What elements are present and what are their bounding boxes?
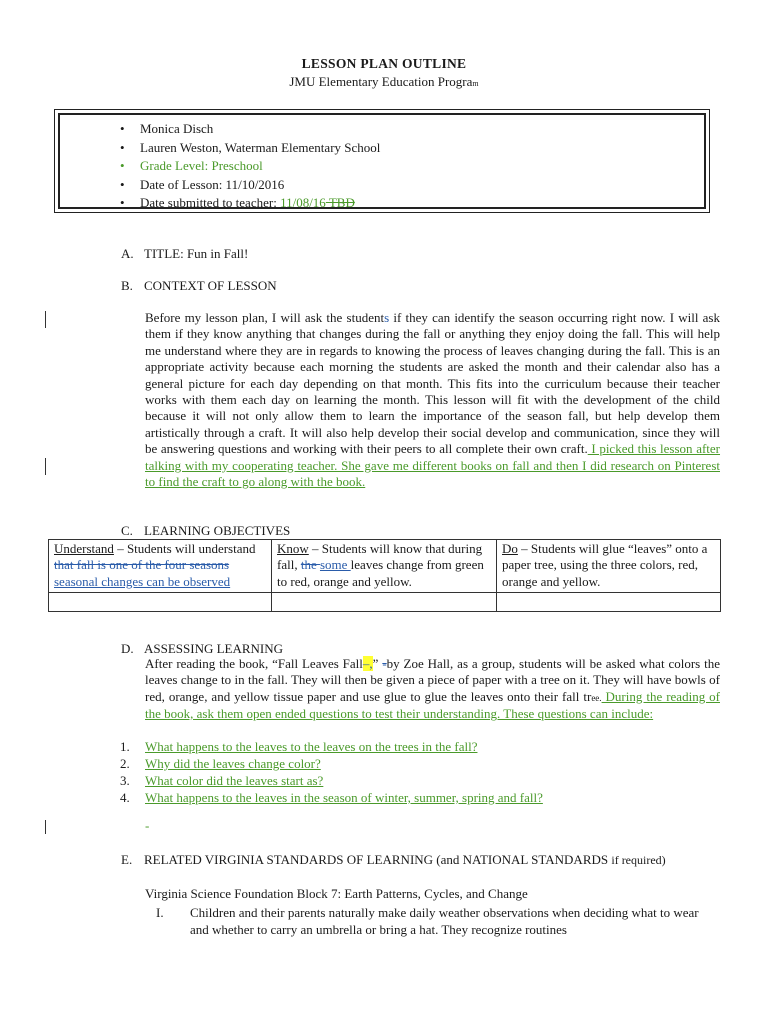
assess-small: ee. bbox=[591, 692, 602, 703]
question-text: Why did the leaves change color? bbox=[145, 756, 321, 771]
section-letter: B. bbox=[121, 278, 133, 293]
standards-item-text: Children and their parents naturally make daily weather observations when deciding what to wear and whether to carry an umbrella or bring a hat. They recognize routines bbox=[190, 905, 699, 937]
objectives-table bbox=[48, 539, 721, 612]
section-a-title bbox=[121, 246, 248, 262]
do-text: – Students will glue “leaves” onto a paper tree, using the three colors, red, orange and yellow. bbox=[502, 541, 708, 589]
section-text: LEARNING OBJECTIVES bbox=[144, 523, 291, 538]
table-row bbox=[49, 593, 721, 612]
section-text: TITLE: Fun in Fall! bbox=[144, 246, 249, 261]
question-number: 1. bbox=[120, 739, 130, 754]
list-item bbox=[120, 789, 543, 806]
date-submitted-label: Date submitted to teacher: bbox=[140, 195, 281, 210]
question-text: What color did the leaves start as? bbox=[145, 773, 324, 788]
section-text: CONTEXT OF LESSON bbox=[144, 278, 277, 293]
table-cell-empty bbox=[272, 593, 497, 612]
understand-text: – Students will understand bbox=[113, 541, 256, 556]
info-grade-level: • Grade Level: Preschool bbox=[120, 157, 380, 176]
know-text: – Students will know that during fall, bbox=[277, 541, 483, 573]
context-inserted-s: s bbox=[384, 310, 390, 325]
list-item bbox=[120, 738, 543, 755]
subtitle-main: JMU Elementary Education Progra bbox=[289, 74, 473, 89]
question-text: What happens to the leaves to the leaves on the trees in the fall? bbox=[145, 739, 478, 754]
objective-do bbox=[497, 540, 721, 593]
section-text-small: if required) bbox=[611, 853, 666, 867]
change-bar bbox=[45, 311, 46, 328]
section-d-assessing bbox=[121, 641, 283, 657]
table-row bbox=[49, 540, 721, 593]
understand-inserted: seasonal changes can be observed bbox=[54, 573, 231, 589]
list-item bbox=[120, 772, 543, 789]
question-number: 2. bbox=[120, 756, 130, 771]
section-letter: D. bbox=[121, 641, 134, 656]
question-text: What happens to the leaves in the season of winter, summer, spring and fall? bbox=[145, 790, 543, 805]
context-text bbox=[145, 310, 720, 490]
assess-part2: ” bbox=[372, 656, 383, 671]
roman-numeral: I. bbox=[156, 905, 164, 920]
section-text: ASSESSING LEARNING bbox=[144, 641, 284, 656]
know-text-end: leaves change from green to red, orange and yellow. bbox=[277, 557, 484, 589]
section-c-objectives bbox=[121, 523, 290, 539]
date-submitted-deleted: TBD bbox=[325, 195, 355, 210]
assess-highlight: –, bbox=[362, 656, 373, 671]
info-date-submitted bbox=[120, 194, 380, 213]
section-letter: E. bbox=[121, 852, 133, 867]
document-title: LESSON PLAN OUTLINE bbox=[301, 56, 467, 71]
assess-deleted: - bbox=[382, 656, 387, 671]
info-date-of-lesson: • Date of Lesson: 11/10/2016 bbox=[120, 176, 380, 195]
standards-block-title: Virginia Science Foundation Block 7: Earth Patterns, Cycles, and Change bbox=[145, 886, 528, 901]
section-letter: C. bbox=[121, 523, 133, 538]
table-cell-empty bbox=[49, 593, 272, 612]
understand-deleted: that fall is one of the four seasons bbox=[54, 557, 230, 573]
context-inserted: I picked this lesson after talking with my cooperating teacher. She gave me different books on fall and then I did research on Pinterest to find the craft to go along with the book. bbox=[145, 441, 721, 490]
objective-understand bbox=[49, 540, 272, 593]
assess-inserted: During the reading of the book, ask them open ended questions to test their understanding. These questions can include: bbox=[145, 688, 720, 722]
list-item bbox=[120, 755, 543, 772]
info-teacher: • Monica Disch bbox=[120, 120, 380, 139]
context-paragraph bbox=[145, 310, 720, 490]
assessing-paragraph bbox=[145, 656, 720, 723]
info-cooperating-teacher: • Lauren Weston, Waterman Elementary School bbox=[120, 139, 380, 158]
section-text: RELATED VIRGINIA STANDARDS OF LEARNING (and NATIONAL STANDARDS bbox=[144, 852, 612, 867]
table-cell-empty bbox=[497, 593, 721, 612]
section-b-context bbox=[121, 278, 277, 294]
context-part1: Before my lesson plan, I will ask the student bbox=[145, 310, 385, 325]
assess-part1: After reading the book, “Fall Leaves Fall bbox=[145, 656, 363, 671]
assess-part3: by Zoe Hall, as a group, students will be asked what colors the leaves change to in the fall. They will then be given a piece of paper with a tree on it. They will have bowls of red, orange, and yellow tissue paper and use glue to glue the leaves onto their fall tr bbox=[145, 656, 720, 704]
subtitle-small: m bbox=[472, 79, 479, 88]
change-bar bbox=[45, 820, 46, 834]
section-letter: A. bbox=[121, 246, 134, 261]
objective-know bbox=[272, 540, 497, 593]
info-box bbox=[54, 109, 710, 213]
know-deleted: the bbox=[300, 557, 320, 573]
know-label: Know bbox=[277, 541, 309, 556]
do-label: Do bbox=[502, 541, 518, 556]
question-list bbox=[120, 738, 543, 806]
question-number: 4. bbox=[120, 790, 130, 805]
date-submitted-value: 11/08/16 bbox=[280, 195, 326, 210]
know-inserted: some bbox=[319, 557, 351, 573]
understand-label: Understand bbox=[54, 541, 114, 556]
document-subtitle bbox=[0, 74, 768, 90]
change-bar bbox=[45, 458, 46, 475]
question-number: 3. bbox=[120, 773, 130, 788]
info-list bbox=[120, 120, 380, 213]
info-box-inner bbox=[58, 113, 706, 209]
section-e-standards bbox=[121, 852, 666, 868]
inserted-dash: - bbox=[145, 818, 150, 833]
context-part2: if they can identify the season occurring right now. I will ask them if they know anything that changes during the fall or anything they enjoy doing the fall. This will help me understand where they are in regards to knowing the process of leaves changing during the fall. This is an appropriate activity because each morning the students are asked the month and their calendar also has a general picture for each day depending on that month. This fits into the curriculum because their teacher works with them each day on learning the month. This lesson will fit with the development of the child because it will not only allow them to learn the importance of the season fall, but help develop them artistically through a craft. It will also help develop their social develop and communication, since they will be answering questions and working with their peers to all complete their own craft. bbox=[145, 310, 720, 457]
